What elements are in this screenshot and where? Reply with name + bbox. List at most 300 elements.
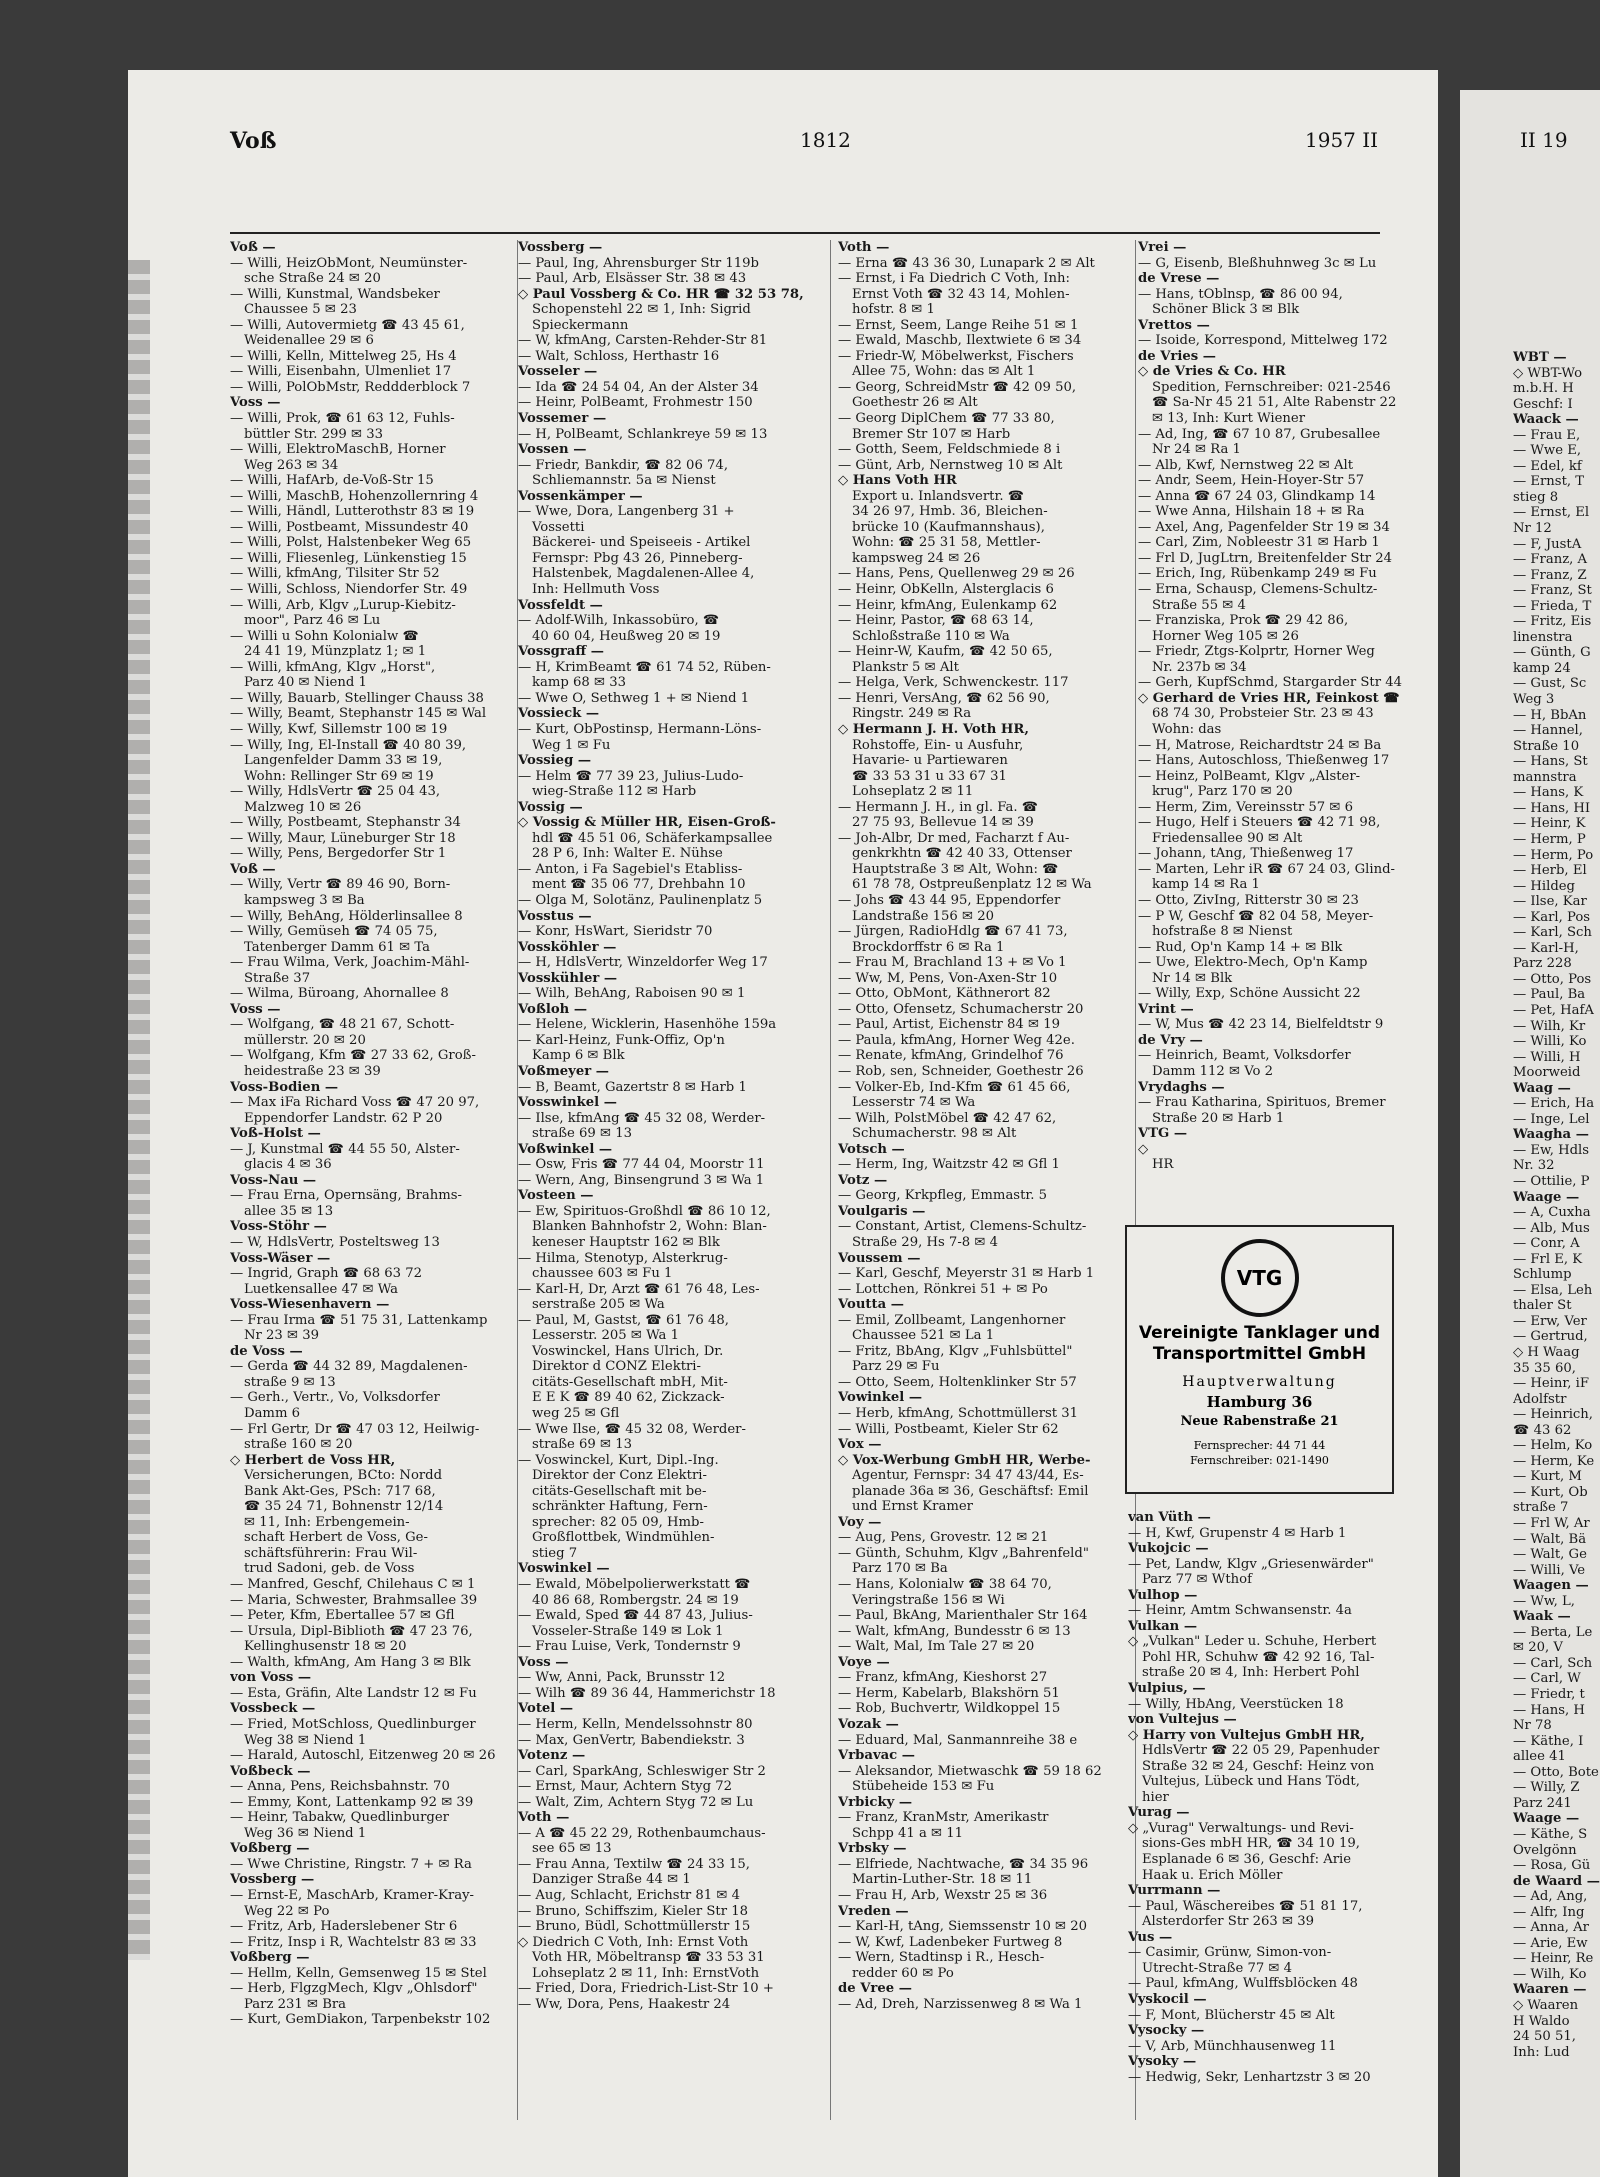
entry-heading: Damm 6 — [244, 1406, 301, 1422]
entry-heading: Waagha — — [1513, 1127, 1589, 1143]
entry-heading: Brockdorffstr 6 ✉ Ra 1 — [852, 939, 1005, 955]
entry-line: — Franz, A — [1513, 552, 1588, 568]
entry-heading: Vossieg — — [518, 753, 592, 769]
entry-line: — Erna ☎ 43 36 30, Lunapark 2 ✉ Alt — [838, 255, 1095, 271]
ad-company-line1: Vereinigte Tanklager und — [1138, 1323, 1381, 1343]
entry-line: — Georg, SchreidMstr ☎ 42 09 50, — [838, 379, 1077, 395]
entry-line: ◇ Herbert de Voss HR, — [230, 1452, 396, 1468]
entry-line: — F, JustA — [1513, 536, 1582, 552]
entry-heading: ✉ 13, Inh: Kurt Wiener — [1152, 411, 1306, 427]
entry-line: ◇ Diedrich C Voth, Inh: Ernst Voth — [518, 1934, 749, 1950]
entry-heading: Weg 1 ✉ Fu — [532, 737, 611, 753]
entry-heading: stieg 8 — [1513, 489, 1559, 505]
entry-heading: Wohn: Rellinger Str 69 ✉ 19 — [244, 768, 434, 784]
entry-line: — Helga, Verk, Schwenckestr. 117 — [838, 675, 1069, 691]
entry-line: — Erich, Ha — [1513, 1096, 1595, 1112]
entry-line: — Willi, H — [1513, 1049, 1581, 1065]
entry-line: — Ad, Ing, ☎ 67 10 87, Grubesallee — [1138, 426, 1381, 442]
entry-line: — Wolfgang, Kfm ☎ 27 33 62, Groß- — [230, 1048, 476, 1064]
entry-line: — Anton, i Fa Sagebiel's Etabliss- — [518, 861, 743, 877]
entry-line: — Hans, tOblnsp, ☎ 86 00 94, — [1138, 286, 1343, 302]
entry-line: — Ewald, Sped ☎ 44 87 43, Julius- — [518, 1608, 753, 1624]
entry-line: — Wern, Stadtinsp i R., Hesch- — [838, 1950, 1045, 1966]
entry-heading: Alsterdorfer Str 263 ✉ 39 — [1142, 1914, 1314, 1930]
entry-line: — H, Kwf, Grupenstr 4 ✉ Harb 1 — [1128, 1525, 1347, 1541]
entry-line: — Willi, Arb, Klgv „Lurup-Kiebitz- — [230, 597, 456, 613]
entry-heading: HdlsVertr ☎ 22 05 29, Papenhuder — [1142, 1743, 1380, 1759]
entry-heading: kamp 14 ✉ Ra 1 — [1152, 877, 1260, 893]
page-edge-shadow — [128, 260, 150, 1960]
entry-heading: Vozak — — [838, 1716, 899, 1732]
entry-line: — Willi, HeizObMont, Neumünster- — [230, 255, 468, 271]
entry-heading: Vrbsky — — [838, 1841, 907, 1857]
entry-heading: Vrbavac — — [838, 1748, 915, 1764]
entry-heading: keneser Hauptstr 162 ✉ Blk — [532, 1235, 720, 1250]
entry-heading: Lesserstr. 205 ✉ Wa 1 — [532, 1328, 679, 1344]
entry-heading: Straße 55 ✉ 4 — [1152, 597, 1246, 613]
entry-line: ◇ „Vurag" Verwaltungs- und Revi- — [1128, 1820, 1354, 1836]
entry-line: ◇ Paul Vossberg & Co. HR ☎ 32 53 78, — [518, 286, 804, 302]
entry-heading: de Vree — — [838, 1981, 912, 1997]
entry-line: — Willi, Postbeamt, Missundestr 40 — [230, 519, 469, 535]
entry-line: — Helm, Ko — [1513, 1438, 1593, 1454]
entry-heading: Waak — — [1513, 1609, 1571, 1625]
entry-heading: Vurag — — [1128, 1805, 1190, 1821]
entry-line: — Wwe E, — [1513, 443, 1582, 459]
entry-line: — Karl-H, Dr, Arzt ☎ 61 76 48, Les- — [518, 1281, 760, 1297]
entry-line: — Herm, Zim, Vereinsstr 57 ✉ 6 — [1138, 799, 1354, 815]
entry-line: — V, Arb, Münchhausenweg 11 — [1128, 2038, 1337, 2054]
entry-heading: de Vrese — — [1138, 271, 1220, 287]
entry-line: — Hans, K — [1513, 785, 1584, 801]
entry-heading: Waack — — [1513, 412, 1579, 428]
entry-heading: ☎ 35 24 71, Bohnenstr 12/14 — [244, 1499, 444, 1515]
entry-heading: Fernspr: Pbg 43 26, Pinneberg- — [532, 550, 743, 566]
entry-heading: kampsweg 24 ✉ 26 — [852, 550, 981, 566]
entry-heading: Inh: Hellmuth Voss — [532, 582, 660, 598]
entry-heading: Direktor der Conz Elektri- — [532, 1468, 707, 1484]
entry-line: — Rob, sen, Schneider, Goethestr 26 — [838, 1063, 1084, 1079]
entry-heading: serstraße 205 ✉ Wa — [532, 1297, 665, 1313]
entry-line: — Voswinckel, Kurt, Dipl.-Ing. — [518, 1452, 719, 1468]
entry-heading: allee 35 ✉ 13 — [244, 1203, 334, 1219]
entry-line: — Otto, Pos — [1513, 971, 1592, 987]
entry-heading: ✉ 11, Inh: Erbengemein- — [244, 1514, 410, 1530]
ad-company-line2: Transportmittel GmbH — [1152, 1344, 1367, 1364]
entry-line: — Carl, Zim, Nobleestr 31 ✉ Harb 1 — [1138, 535, 1380, 551]
entry-line: — Ew, Hdls — [1513, 1142, 1590, 1158]
entry-line: — Erich, Ing, Rübenkamp 249 ✉ Fu — [1138, 566, 1377, 582]
entry-heading: müllerstr. 20 ✉ 20 — [244, 1032, 366, 1048]
entry-line: — Ottilie, P — [1513, 1173, 1590, 1189]
entry-line: — Willi, Autovermietg ☎ 43 45 61, — [230, 317, 465, 333]
entry-heading: Nr. 237b ✉ 34 — [1152, 659, 1247, 675]
entry-heading: Schumacherstr. 98 ✉ Alt — [852, 1126, 1017, 1142]
entry-line: — Hermann J. H., in gl. Fa. ☎ — [838, 799, 1039, 815]
entry-heading: Vurrmann — — [1128, 1883, 1221, 1899]
entry-line: — Joh-Albr, Dr med, Facharzt f Au- — [838, 830, 1070, 846]
entry-heading: Wohn: ☎ 25 31 58, Mettler- — [852, 535, 1041, 551]
entry-heading: citäts-Gesellschaft mbH, Mit- — [532, 1374, 728, 1390]
entry-line: — Anna, Ar — [1513, 1920, 1589, 1936]
entry-line: — Wern, Ang, Binsengrund 3 ✉ Wa 1 — [518, 1172, 765, 1188]
entry-heading: Martin-Luther-Str. 18 ✉ 11 — [852, 1872, 1033, 1888]
entry-heading: Kamp 6 ✉ Blk — [532, 1048, 625, 1064]
entry-line: — Aug, Schlacht, Erichstr 81 ✉ 4 — [518, 1887, 740, 1903]
entry-line: — Olga M, Solotänz, Paulinenplatz 5 — [518, 892, 763, 908]
entry-heading: Vossbeck — — [230, 1701, 316, 1717]
entry-heading: Vosteen — — [518, 1188, 594, 1204]
entry-line: — Konr, HsWart, Sieridstr 70 — [518, 924, 713, 940]
entry-line: — Frieda, T — [1513, 598, 1592, 614]
entry-line: — Frau Wilma, Verk, Joachim-Mähl- — [230, 955, 470, 971]
entry-line: ◇ — [1138, 1141, 1149, 1157]
entry-heading: Geschf: I — [1513, 396, 1573, 412]
entry-line: — Franz, KranMstr, Amerikastr — [838, 1810, 1049, 1826]
entry-line: — Willi, Fliesenleg, Lünkenstieg 15 — [230, 550, 467, 566]
entry-line: — Gerda ☎ 44 32 89, Magdalenen- — [230, 1359, 468, 1375]
entry-heading: Voye — — [838, 1654, 890, 1670]
entry-line: — Wolfgang, ☎ 48 21 67, Schott- — [230, 1017, 455, 1033]
entry-line: — Marten, Lehr iR ☎ 67 24 03, Glind- — [1138, 861, 1396, 877]
entry-heading: Parz 170 ✉ Ba — [852, 1561, 948, 1577]
entry-heading: Schöner Blick 3 ✉ Blk — [1152, 302, 1300, 318]
entry-heading: hdl ☎ 45 51 06, Schäferkampsallee — [532, 830, 773, 846]
entry-line: — Frau H, Arb, Wexstr 25 ✉ 36 — [838, 1887, 1048, 1903]
entry-heading: Nr. 32 — [1513, 1158, 1555, 1174]
entry-heading: Vrei — — [1138, 240, 1187, 255]
entry-line: — Ww, Anni, Pack, Brunsstr 12 — [518, 1670, 726, 1686]
entry-heading: Danziger Straße 44 ✉ 1 — [532, 1872, 691, 1888]
entry-heading: Lohseplatz 2 ✉ 11, Inh: ErnstVoth — [532, 1965, 760, 1981]
entry-line: — Willi, Ko — [1513, 1034, 1587, 1050]
entry-heading: Straße 32 ✉ 24, Geschf: Heinz von — [1142, 1758, 1375, 1774]
entry-line: — Helene, Wicklerin, Hasenhöhe 159a — [518, 1017, 777, 1033]
entry-heading: planade 36a ✉ 36, Geschäftsf: Emil — [852, 1483, 1089, 1499]
entry-line: — Alb, Mus — [1513, 1220, 1590, 1236]
entry-line: — Elsa, Leh — [1513, 1282, 1593, 1298]
entry-line: ◇ de Vries & Co. HR — [1138, 364, 1286, 380]
entry-heading: Vossig — — [518, 799, 583, 815]
entry-line: — Franz, St — [1513, 583, 1592, 599]
entry-line: — Elfriede, Nachtwache, ☎ 34 35 96 — [838, 1856, 1089, 1872]
entry-line: — Frau Anna, Textilw ☎ 24 33 15, — [518, 1856, 750, 1872]
entry-heading: Stübeheide 153 ✉ Fu — [852, 1779, 995, 1795]
entry-line: — H, Matrose, Reichardtstr 24 ✉ Ba — [1138, 737, 1382, 753]
entry-heading: Goethestr 26 ✉ Alt — [852, 395, 978, 411]
entry-line: — Walt, kfmAng, Bundesstr 6 ✉ 13 — [838, 1623, 1071, 1639]
entry-line: — Ilse, Kar — [1513, 894, 1587, 910]
entry-line: ◇ Waaren — [1513, 1997, 1579, 2013]
entry-heading: Schpp 41 a ✉ 11 — [852, 1825, 964, 1841]
entry-line: — J, Kunstmal ☎ 44 55 50, Alster- — [230, 1141, 460, 1157]
entry-line: — H, KrimBeamt ☎ 61 74 52, Rüben- — [518, 659, 771, 675]
entry-line: — Aug, Pens, Grovestr. 12 ✉ 21 — [838, 1530, 1049, 1546]
entry-heading: Esplanade 6 ✉ 36, Geschf: Arie — [1142, 1852, 1352, 1868]
entry-heading: schränkter Haftung, Fern- — [532, 1499, 708, 1515]
entry-line: — Fritz, Eis — [1513, 614, 1592, 630]
entry-heading: straße 160 ✉ 20 — [244, 1437, 353, 1453]
entry-heading: von Vultejus — — [1128, 1712, 1237, 1728]
entry-heading: Straße 10 — [1513, 738, 1580, 754]
entry-heading: Vosswinkel — — [518, 1095, 617, 1111]
entry-line: — Ernst, Seem, Lange Reihe 51 ✉ 1 — [838, 317, 1079, 333]
entry-line: — Paul, kfmAng, Wulffsblöcken 48 — [1128, 1976, 1358, 1992]
entry-line: — A ☎ 45 22 29, Rothenbaumchaus- — [518, 1825, 766, 1841]
entry-line: — Pet, HafA — [1513, 1002, 1594, 1018]
entry-heading: hofstr. 8 ✉ 1 — [852, 302, 935, 318]
entry-line: — Karl-H, — [1513, 940, 1579, 956]
entry-heading: de Vry — — [1138, 1032, 1203, 1048]
entry-line: — Gotth, Seem, Feldschmiede 8 i — [838, 442, 1061, 458]
entry-line: — Emmy, Kont, Lattenkamp 92 ✉ 39 — [230, 1794, 474, 1810]
ad-phone: Fernsprecher: 44 71 44 — [1193, 1439, 1326, 1452]
entry-line: — Paul, Arb, Elsässer Str. 38 ✉ 43 — [518, 271, 747, 287]
entry-line: — Hildeg — [1513, 878, 1576, 894]
entry-line: — Hans, Autoschloss, Thießenweg 17 — [1138, 753, 1390, 769]
entry-heading: Bremer Str 107 ✉ Harb — [852, 426, 1011, 442]
entry-line: — Otto, ZivIng, Ritterstr 30 ✉ 23 — [1138, 892, 1359, 908]
entry-line: — Wilh, Ko — [1513, 1966, 1587, 1982]
entry-line: — Heinr, ObKelln, Alsterglacis 6 — [838, 582, 1054, 598]
entry-heading: Weg 22 ✉ Po — [244, 1903, 330, 1919]
entry-line: — Andr, Seem, Hein-Hoyer-Str 57 — [1138, 473, 1365, 489]
entry-line: — Willi, ElektroMaschB, Horner — [230, 442, 446, 458]
entry-line: — Ingrid, Graph ☎ 68 63 72 — [230, 1266, 423, 1282]
entry-heading: Vossieck — — [518, 706, 600, 722]
entry-line: — Karl-H, tAng, Siemssenstr 10 ✉ 20 — [838, 1919, 1088, 1935]
entry-heading: Vox — — [838, 1437, 882, 1453]
header-rule — [230, 232, 1380, 234]
entry-line: — Willi, kfmAng, Klgv „Horst", — [230, 659, 436, 675]
entry-heading: Export u. Inlandsvertr. ☎ — [852, 488, 1025, 504]
entry-heading: brücke 10 (Kaufmannshaus), — [852, 519, 1045, 535]
entry-line: — Esta, Gräfin, Alte Landstr 12 ✉ Fu — [230, 1685, 477, 1701]
entry-heading: Bäckerei- und Speiseeis - Artikel — [532, 535, 751, 551]
entry-heading: citäts-Gesellschaft mit be- — [532, 1483, 707, 1499]
entry-heading: Vulpius, — — [1128, 1681, 1206, 1697]
entry-line: — Wilh, BehAng, Raboisen 90 ✉ 1 — [518, 986, 746, 1002]
entry-heading: m.b.H. H — [1513, 381, 1574, 397]
entry-line: — Maria, Schwester, Brahmsallee 39 — [230, 1592, 478, 1608]
entry-line: — Willy, HbAng, Veerstücken 18 — [1128, 1696, 1344, 1712]
entry-heading: Chaussee 521 ✉ La 1 — [852, 1328, 995, 1344]
entry-heading: Voßberg — — [230, 1841, 310, 1857]
entry-line: — Ewald, Möbelpolierwerkstatt ☎ — [518, 1577, 751, 1593]
entry-heading: Voth HR, Möbeltransp ☎ 33 53 31 — [532, 1950, 765, 1966]
entry-heading: Vulhop — — [1128, 1587, 1198, 1603]
entry-heading: E E K ☎ 89 40 62, Zickzack- — [532, 1390, 725, 1406]
entry-heading: H Waldo — [1513, 2013, 1570, 2029]
entry-line: — Bruno, Büdl, Schottmüllerstr 15 — [518, 1919, 751, 1935]
entry-heading: moor", Parz 46 ✉ Lu — [244, 613, 381, 629]
entry-heading: Vulkan — — [1128, 1618, 1198, 1634]
entry-line: — Käthe, I — [1513, 1733, 1584, 1749]
entry-line: — Karl, Sch — [1513, 925, 1592, 941]
entry-line: — Friedr, Bankdir, ☎ 82 06 74, — [518, 457, 729, 473]
entry-heading: Vultejus, Lübeck und Hans Tödt, — [1142, 1774, 1360, 1790]
entry-line: — Max, GenVertr, Babendiekstr. 3 — [518, 1732, 745, 1748]
entry-line: — Carl, W — [1513, 1671, 1581, 1687]
entry-heading: linenstra — [1513, 629, 1573, 645]
entry-heading: Blanken Bahnhofstr 2, Wohn: Blan- — [532, 1219, 767, 1235]
entry-heading: 35 35 60, — [1513, 1360, 1576, 1376]
entry-heading: Schliemannstr. 5a ✉ Nienst — [532, 473, 716, 489]
entry-line: — Peter, Kfm, Ebertallee 57 ✉ Gfl — [230, 1608, 455, 1624]
entry-heading: Wohn: das — [1152, 721, 1222, 737]
entry-heading: weg 25 ✉ Gfl — [532, 1406, 620, 1422]
entry-line: — Heinrich, — [1513, 1407, 1593, 1423]
entry-heading: HR — [1152, 1157, 1174, 1173]
entry-heading: Vosskühler — — [518, 970, 618, 986]
entry-heading: Voswinkel — — [518, 1561, 610, 1577]
entry-heading: Spedition, Fernschreiber: 021-2546 — [1152, 379, 1391, 395]
running-head-year: 1957 II — [1305, 128, 1379, 152]
entry-line: — Willi, kfmAng, Tilsiter Str 52 — [230, 566, 440, 582]
entry-line: — Wilh, PolstMöbel ☎ 42 47 62, — [838, 1110, 1057, 1126]
entry-line: — Wwe Ilse, ☎ 45 32 08, Werder- — [518, 1421, 746, 1437]
entry-heading: Weg 38 ✉ Niend 1 — [244, 1732, 367, 1748]
entry-line: — Aleksandor, Mietwaschk ☎ 59 18 62 — [838, 1763, 1102, 1779]
entry-line: — Willy, Pens, Bergedorfer Str 1 — [230, 846, 447, 862]
entry-line: — Willy, HdlsVertr ☎ 25 04 43, — [230, 784, 441, 800]
entry-line: — Isoide, Korrespond, Mittelweg 172 — [1138, 333, 1388, 349]
entry-line: — Kurt, ObPostinsp, Hermann-Löns- — [518, 721, 762, 737]
entry-line: — Arie, Ew — [1513, 1935, 1588, 1951]
entry-line: — Hans, H — [1513, 1702, 1585, 1718]
entry-heading: glacis 4 ✉ 36 — [244, 1157, 332, 1173]
entry-line: — Ida ☎ 24 54 04, An der Alster 34 — [518, 379, 759, 395]
entry-line: — Paul, Artist, Eichenstr 84 ✉ 19 — [838, 1017, 1060, 1033]
entry-heading: Direktor d CONZ Elektri- — [532, 1359, 701, 1375]
entry-heading: Langenfelder Damm 33 ✉ 19, — [244, 753, 443, 769]
entry-line: — Ernst, Maur, Achtern Styg 72 — [518, 1779, 733, 1795]
entry-heading: Voswinckel, Hans Ulrich, Dr. — [532, 1343, 724, 1359]
entry-heading: Vossberg — — [230, 1872, 315, 1888]
entry-heading: 24 50 51, — [1513, 2029, 1576, 2045]
entry-heading: Voßwinkel — — [518, 1141, 613, 1157]
entry-line: — Ww, Dora, Pens, Haakestr 24 — [518, 1996, 731, 2012]
entry-heading: Vossfeldt — — [518, 597, 603, 613]
entry-heading: de Waard — — [1513, 1873, 1600, 1889]
entry-heading: Vyskocil — — [1128, 1991, 1207, 2007]
entry-heading: mannstra — [1513, 769, 1577, 785]
entry-line: — Heinr, K — [1513, 816, 1586, 832]
entry-heading: hofstraße 8 ✉ Nienst — [1152, 924, 1293, 940]
entry-line: — Willi, Eisenbahn, Ulmenliet 17 — [230, 364, 452, 380]
entry-line: — Herm, P — [1513, 831, 1586, 847]
entry-heading: Schloßstraße 110 ✉ Wa — [852, 628, 1010, 644]
entry-line: — Emil, Zollbeamt, Langenhorner — [838, 1312, 1066, 1328]
entry-line: — Willy, Gemüseh ☎ 74 05 75, — [230, 924, 438, 940]
entry-line: ◇ Vox-Werbung GmbH HR, Werbe- — [838, 1452, 1091, 1468]
entry-line: — Willy, Vertr ☎ 89 46 90, Born- — [230, 877, 451, 893]
entry-line: — Wwe Anna, Hilshain 18 + ✉ Ra — [1138, 504, 1365, 520]
entry-heading: wieg-Straße 112 ✉ Harb — [532, 784, 697, 800]
entry-heading: Voss-Stöhr — — [230, 1219, 327, 1235]
entry-line: — Hans, HI — [1513, 800, 1591, 816]
entry-heading: Voss-Bodien — — [230, 1079, 339, 1095]
entry-line: — Friedr, Ztgs-Kolprtr, Horner Weg — [1138, 644, 1375, 660]
entry-line: — Kurt, M — [1513, 1469, 1582, 1485]
entry-heading: straße 9 ✉ 13 — [244, 1374, 336, 1390]
entry-line: — Frau Luise, Verk, Tondernstr 9 — [518, 1639, 741, 1655]
ad-telex: Fernschreiber: 021-1490 — [1190, 1454, 1329, 1467]
entry-line: — Wilh, Kr — [1513, 1018, 1586, 1034]
entry-line: — W, Mus ☎ 42 23 14, Bielfeldtstr 9 — [1138, 1017, 1384, 1033]
entry-line: — Alb, Kwf, Nernstweg 22 ✉ Alt — [1138, 457, 1354, 473]
entry-heading: Votsch — — [838, 1141, 905, 1157]
entry-heading: Ernst Voth ☎ 32 43 14, Mohlen- — [852, 286, 1070, 302]
entry-line: — Walt, Schloss, Herthastr 16 — [518, 348, 720, 364]
entry-heading: Pohl HR, Schuhw ☎ 42 92 16, Tal- — [1142, 1649, 1375, 1665]
entry-heading: Ringstr. 249 ✉ Ra — [852, 706, 972, 722]
entry-line: ◇ H Waag — [1513, 1345, 1580, 1360]
entry-line: — Ernst-E, MaschArb, Kramer-Kray- — [230, 1887, 475, 1903]
entry-line: — Uwe, Elektro-Mech, Op'n Kamp — [1138, 955, 1368, 971]
entry-line: — Frau Irma ☎ 51 75 31, Lattenkamp — [230, 1312, 488, 1328]
entry-heading: Vrydaghs — — [1138, 1079, 1225, 1095]
entry-heading: thaler St — [1513, 1298, 1572, 1314]
entry-heading: Vossberg — — [518, 240, 603, 255]
entry-line: — Fritz, Insp i R, Wachtelstr 83 ✉ 33 — [230, 1934, 477, 1950]
column-4-continued — [1128, 1510, 1418, 2110]
entry-line: — Paula, kfmAng, Horner Weg 42e. — [838, 1032, 1075, 1048]
entry-heading: 34 26 97, Hmb. 36, Bleichen- — [852, 504, 1048, 520]
entry-line: — Frl W, Ar — [1513, 1516, 1590, 1532]
entry-line: — Osw, Fris ☎ 77 44 04, Moorstr 11 — [518, 1157, 765, 1173]
entry-line: — Paul, Ba — [1513, 987, 1586, 1003]
entry-line: — Otto, ObMont, Käthnerort 82 — [838, 986, 1051, 1002]
entry-heading: Voss-Wäser — — [230, 1250, 331, 1266]
entry-line: — Willy, Kwf, Sillemstr 100 ✉ 19 — [230, 721, 448, 737]
entry-heading: Votz — — [838, 1172, 888, 1188]
entry-line: — Franz, kfmAng, Kieshorst 27 — [838, 1670, 1048, 1686]
entry-heading: Voss — — [230, 1001, 281, 1017]
entry-line: — Willi u Sohn Kolonialw ☎ — [230, 628, 419, 644]
entry-heading: Waag — — [1513, 1080, 1571, 1096]
entry-line: — Otto, Ofensetz, Schumacherstr 20 — [838, 1001, 1084, 1017]
entry-heading: de Vries — — [1138, 348, 1216, 364]
entry-line: — Lottchen, Rönkrei 51 + ✉ Po — [838, 1281, 1048, 1297]
entry-line: — Hannel, — [1513, 723, 1583, 739]
entry-line: — Herm, Ing, Waitzstr 42 ✉ Gfl 1 — [838, 1157, 1060, 1173]
entry-line: — F, Mont, Blücherstr 45 ✉ Alt — [1128, 2007, 1335, 2023]
entry-line: ◇ Vossig & Müller HR, Eisen-Groß- — [518, 815, 776, 831]
entry-heading: 40 86 68, Rombergstr. 24 ✉ 19 — [532, 1592, 739, 1608]
entry-line: — Kurt, GemDiakon, Tarpenbekstr 102 — [230, 2012, 491, 2028]
entry-heading: schäftsführerin: Frau Wil- — [244, 1545, 418, 1561]
entry-line: — H, HdlsVertr, Winzeldorfer Weg 17 — [518, 955, 768, 971]
entry-line: — Willy, Bauarb, Stellinger Chauss 38 — [230, 690, 484, 706]
entry-heading: Inh: Lud — [1513, 2044, 1570, 2060]
entry-heading: kamp 68 ✉ 33 — [532, 675, 626, 691]
entry-line: — Fried, MotSchloss, Quedlinburger — [230, 1716, 476, 1732]
entry-line: — Helm ☎ 77 39 23, Julius-Ludo- — [518, 768, 744, 784]
entry-line: — Hans, St — [1513, 754, 1588, 770]
entry-heading: ment ☎ 35 06 77, Drehbahn 10 — [532, 877, 746, 893]
entry-line: — Ww, L, — [1513, 1593, 1575, 1609]
entry-line: — Bruno, Schiffszim, Kieler Str 18 — [518, 1903, 749, 1919]
entry-line: — H, PolBeamt, Schlankreye 59 ✉ 13 — [518, 426, 768, 442]
entry-line: — Johs ☎ 43 44 95, Eppendorfer — [838, 892, 1061, 908]
entry-heading: straße 69 ✉ 13 — [532, 1126, 633, 1142]
entry-line: — Frl Gertr, Dr ☎ 47 03 12, Heilwig- — [230, 1421, 480, 1437]
entry-line: — Hugo, Helf i Steuers ☎ 42 71 98, — [1138, 815, 1381, 831]
entry-line: — Willy, Postbeamt, Stephanstr 34 — [230, 815, 461, 831]
entry-heading: ☎ 43 62 — [1513, 1422, 1572, 1438]
entry-line: — Hedwig, Sekr, Lenhartzstr 3 ✉ 20 — [1128, 2069, 1371, 2085]
